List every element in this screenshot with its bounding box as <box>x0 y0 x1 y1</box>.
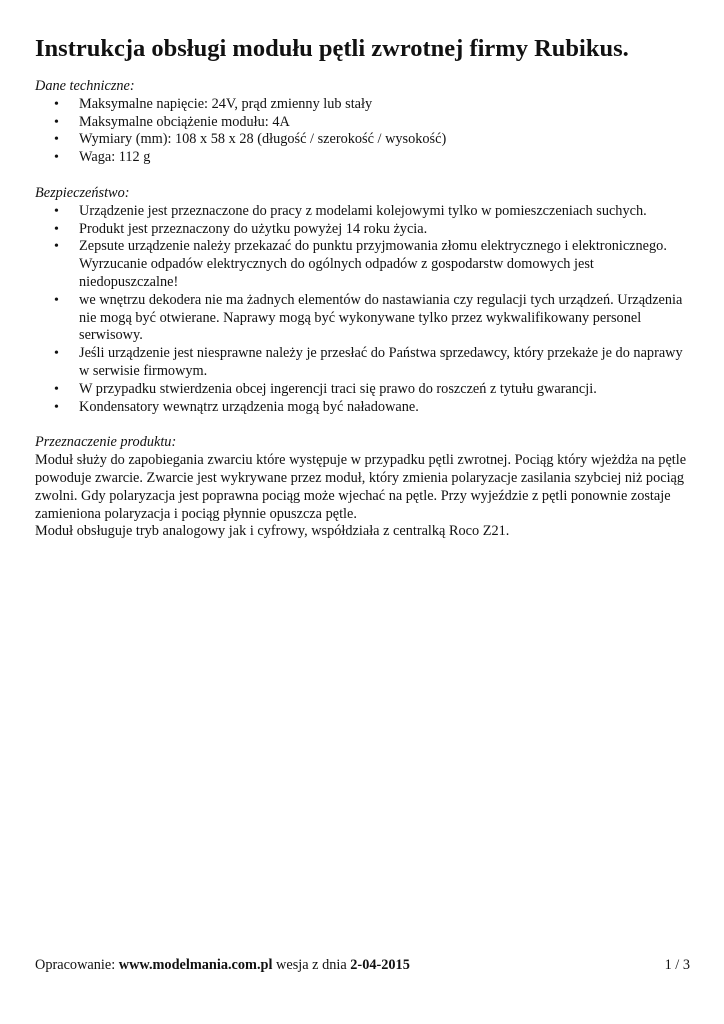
safety-section-title: Bezpieczeństwo: <box>35 184 130 201</box>
safety-list <box>35 203 695 417</box>
footer-website: www.modelmania.com.pl <box>118 957 273 973</box>
bullet-icon: • <box>54 114 59 130</box>
tech-section <box>35 78 695 167</box>
list-item: • Maksymalne napięcie: 24V, prąd zmienny lub stały <box>54 95 373 112</box>
list-item: • Jeśli urządzenie jest niesprawne należy je przesłać do Państwa sprzedawcy, który przekaże je do naprawy w serwisie firmowym. <box>54 345 683 379</box>
bullet-icon: • <box>54 96 59 112</box>
purpose-section-title: Przeznaczenie produktu: <box>35 434 177 451</box>
footer-date: 2-04-2015 <box>350 957 410 973</box>
bullet-icon: • <box>54 239 59 255</box>
page-footer <box>35 956 690 974</box>
bullet-icon: • <box>54 399 59 415</box>
list-item: • Wymiary (mm): 108 x 58 x 28 (długość / szerokość / wysokość) <box>54 131 447 148</box>
footer-credits: Opracowanie: www.modelmania.com.pl wesja z dnia 2-04-2015 <box>35 957 410 973</box>
purpose-paragraph: Moduł służy do zapobiegania zwarciu które występuje w przypadku pętli zwrotnej. Pociąg który wjeżdża na pętle powoduje zwarcie. Zwarcie jest wykrywane przez moduł, który zmienia polaryzacje zasilania szybciej niż pociąg zwolni. Gdy polaryzacja jest poprawna pociąg może wjechać na pętle. Przy wyjeździe z pętli ponownie zostaje zamieniona polaryzacja i pociąg płynnie opuszcza pętle. <box>35 452 687 522</box>
list-item: • Waga: 112 g <box>54 149 151 166</box>
bullet-icon: • <box>54 292 59 308</box>
bullet-icon: • <box>54 132 59 148</box>
list-item: • Urządzenie jest przeznaczone do pracy z modelami kolejowymi tylko w pomieszczeniach suchych. <box>54 202 647 219</box>
purpose-paragraph-compat: Moduł obsługuje tryb analogowy jak i cyfrowy, współdziała z centralką Roco Z21. <box>35 523 510 540</box>
list-item: • we wnętrzu dekodera nie ma żadnych elementów do nastawiania czy regulacji tych urządzeń. Urządzenia nie mogą być otwierane. Naprawy mogą być wykonywane tylko przez wykwalifikowany personel serwisowy. <box>54 291 683 344</box>
list-item: • Maksymalne obciążenie modułu: 4A <box>54 113 290 130</box>
list-item: • W przypadku stwierdzenia obcej ingerencji traci się prawo do roszczeń z tytułu gwarancji. <box>54 380 597 397</box>
bullet-icon: • <box>54 221 59 237</box>
list-item: • Produkt jest przeznaczony do użytku powyżej 14 roku życia. <box>54 220 428 237</box>
purpose-section <box>35 434 695 541</box>
tech-list <box>35 96 695 167</box>
bullet-icon: • <box>54 150 59 166</box>
bullet-icon: • <box>54 381 59 397</box>
page-number: 1 / 3 <box>664 957 690 973</box>
tech-section-title: Dane techniczne: <box>35 78 135 94</box>
safety-section <box>35 185 695 416</box>
list-item: • Zepsute urządzenie należy przekazać do punktu przyjmowania złomu elektrycznego i elektronicznego. Wyrzucanie odpadów elektrycznych do ogólnych odpadów z gospodarstw domowych jest niedopuszczalne! <box>54 238 667 290</box>
bullet-icon: • <box>54 346 59 362</box>
list-item: • Kondensatory wewnątrz urządzenia mogą być naładowane. <box>54 398 419 415</box>
document-title: Instrukcja obsługi modułu pętli zwrotnej firmy Rubikus. <box>35 35 629 62</box>
document-page <box>35 30 695 541</box>
bullet-icon: • <box>54 203 59 219</box>
